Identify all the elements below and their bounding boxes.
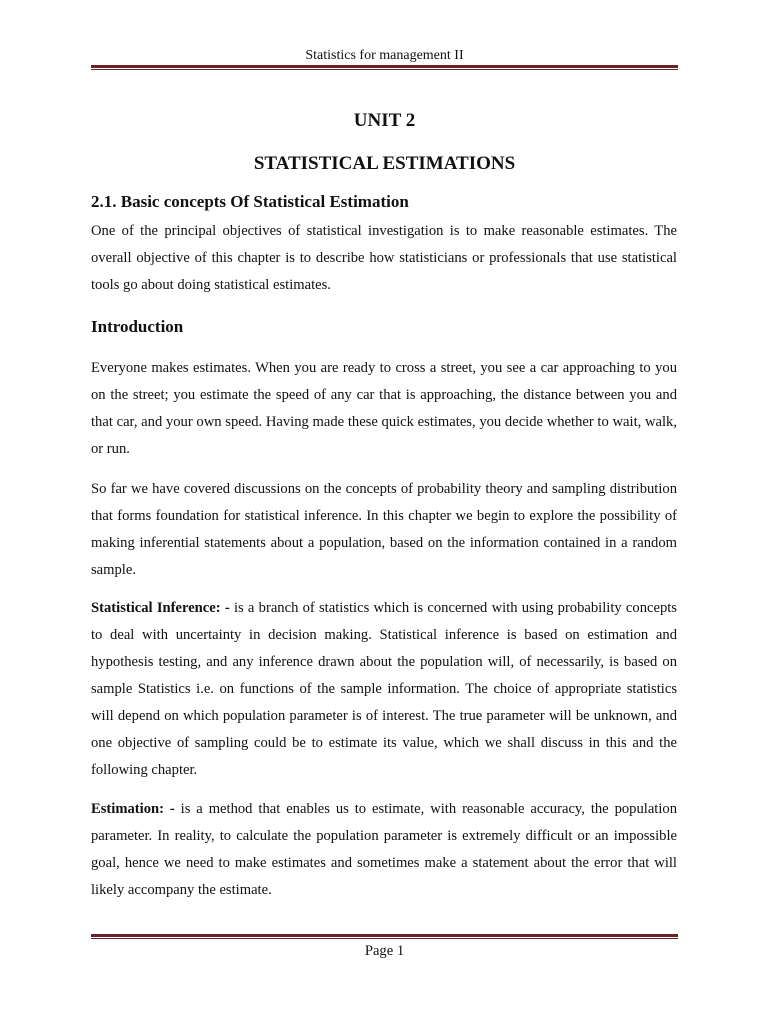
header-rule	[91, 65, 678, 71]
header-rule-thick-line	[91, 65, 678, 68]
introduction-heading: Introduction	[91, 317, 184, 336]
introduction-paragraph-1: Everyone makes estimates. When you are ready to cross a street, you see a car approaching to you on the street; you estimate the speed of any car that is approaching, the distance between you and that car, and your own speed. Having made these quick estimates, you decide whether to wait, walk, or run.	[91, 360, 677, 457]
footer-rule-thick-line	[91, 934, 678, 937]
page-number: Page 1	[364, 943, 405, 959]
section-heading: 2.1. Basic concepts Of Statistical Estimation	[91, 192, 409, 211]
definition-statistical-inference	[91, 595, 677, 784]
section-paragraph: One of the principal objectives of statistical investigation is to make reasonable estimates. The overall objective of this chapter is to describe how statisticians or professionals that use statistical tools go about doing statistical estimates.	[91, 223, 677, 293]
chapter-title: STATISTICAL ESTIMATIONS	[253, 153, 516, 174]
definition-estimation	[91, 796, 677, 904]
running-header: Statistics for management II	[305, 48, 464, 63]
definition-term: Estimation: -	[91, 801, 175, 817]
definition-text: is a branch of statistics which is concerned with using probability concepts to deal with uncertainty in decision making. Statistical inference is based on estimation and hypothesis testing, and any inference drawn about the population will, of necessarily, is based on sample Statistics i.e. on functions of the sample information. The choice of appropriate statistics will depend on which population parameter is of interest. The true parameter will be unknown, and one objective of sampling could be to estimate its value, which we shall discuss in this and the following chapter.	[91, 600, 677, 778]
footer-rule-thin-line	[91, 938, 678, 939]
introduction-paragraph-2: So far we have covered discussions on the concepts of probability theory and sampling distribution that forms foundation for statistical inference. In this chapter we begin to explore the possibility of making inferential statements about a population, based on the information contained in a random sample.	[91, 481, 677, 578]
definition-term: Statistical Inference: -	[91, 600, 230, 616]
footer-rule	[91, 934, 678, 940]
definition-text: is a method that enables us to estimate, with reasonable accuracy, the population parameter. In reality, to calculate the population parameter is extremely difficult or an impossible goal, hence we need to make estimates and sometimes make a statement about the error that will likely accompany the estimate.	[91, 801, 677, 898]
header-rule-thin-line	[91, 69, 678, 70]
unit-title: UNIT 2	[353, 110, 416, 131]
